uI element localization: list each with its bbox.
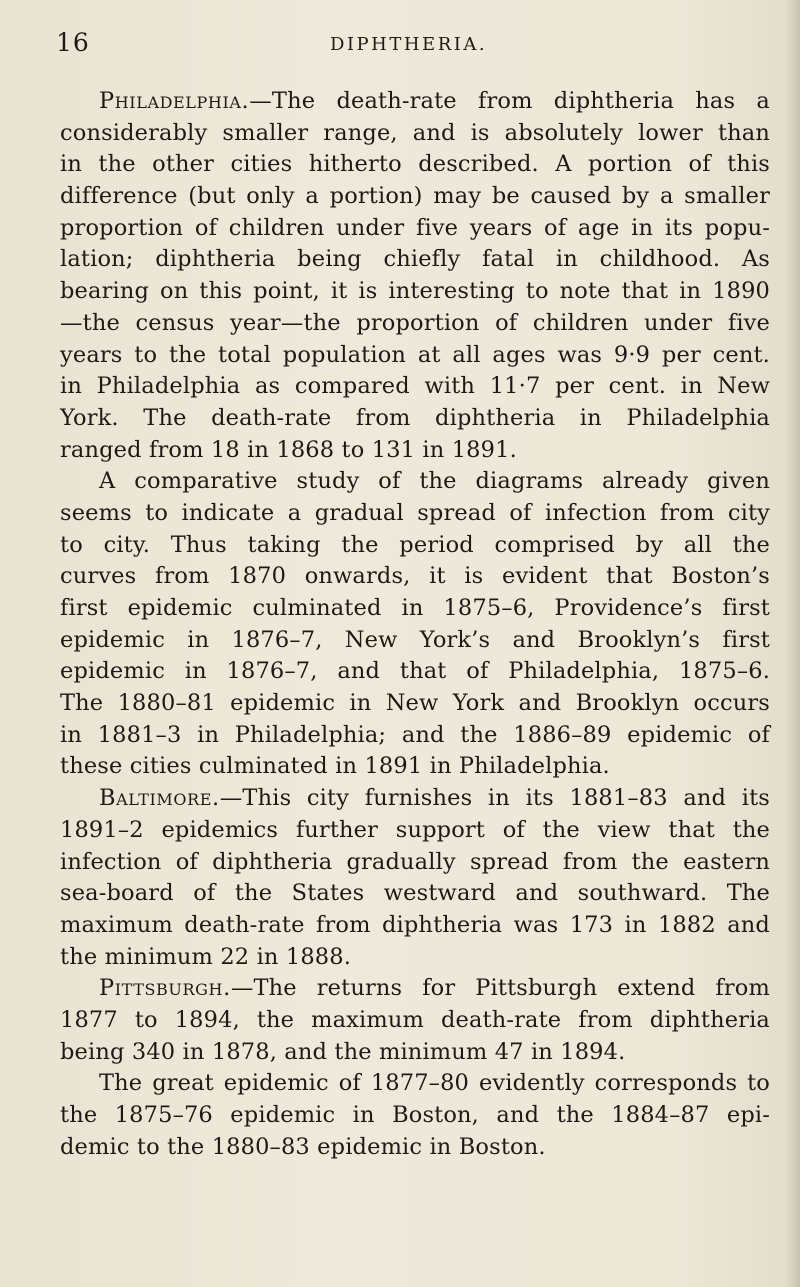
- line-text: to city. Thus taking the period comprised by all the: [60, 531, 770, 558]
- text-line: [60, 181, 770, 213]
- section-heading: Baltimore.: [99, 785, 220, 812]
- line-text: bearing on this point, it is interesting to note that in 1890: [60, 278, 770, 305]
- section-heading: Philadelphia.: [99, 88, 250, 114]
- line-text: lation; diphtheria being chiefly fatal in childhood. As: [60, 246, 770, 273]
- page-edge-shadow: [786, 0, 800, 1287]
- line-text: The 1880–81 epidemic in New York and Brooklyn occurs: [60, 690, 770, 717]
- text-line: [60, 815, 770, 847]
- text-line: [60, 86, 770, 118]
- text-line: [60, 942, 770, 974]
- line-text: sea-board of the States westward and southward. The: [60, 880, 770, 907]
- line-text: 1891–2 epidemics further support of the view that the: [60, 816, 770, 843]
- text-line: [60, 1100, 770, 1132]
- text-line: [60, 308, 770, 340]
- text-line: [60, 213, 770, 245]
- line-text: curves from 1870 onwards, it is evident that Boston’s: [60, 563, 770, 590]
- running-head: DIPHTHERIA.: [330, 34, 488, 55]
- line-text: in the other cities hitherto described. A portion of this: [60, 151, 770, 178]
- line-text: The great epidemic of 1877–80 evidently corresponds to: [99, 1070, 770, 1097]
- line-text: —the census year—the proportion of children under five: [60, 309, 770, 336]
- text-line: [60, 973, 770, 1005]
- line-text: first epidemic culminated in 1875–6, Providence’s first: [60, 595, 770, 621]
- line-text: epidemic in 1876–7, and that of Philadelphia, 1875–6.: [60, 658, 770, 685]
- page-number: 16: [56, 28, 90, 57]
- line-text: the minimum 22 in 1888.: [60, 943, 352, 970]
- paragraph: [60, 783, 770, 973]
- text-line: [60, 847, 770, 879]
- line-text: —The death-rate from diphtheria has a: [249, 88, 770, 114]
- text-line: [60, 783, 770, 815]
- section-heading: Pittsburgh.: [99, 975, 231, 1002]
- line-text: maximum death-rate from diphtheria was 173 in 1882 and: [60, 911, 770, 938]
- text-line: [60, 371, 770, 403]
- line-text: epidemic in 1876–7, New York’s and Brooklyn’s first: [60, 626, 770, 653]
- line-text: years to the total population at all ages was 9·9 per cent.: [60, 341, 770, 368]
- text-line: [60, 910, 770, 942]
- text-line: [60, 656, 770, 688]
- page-header: [0, 28, 800, 68]
- paragraph: [60, 86, 770, 466]
- text-line: [60, 466, 770, 498]
- line-text: being 340 in 1878, and the minimum 47 in 1894.: [60, 1038, 626, 1065]
- text-line: [60, 498, 770, 530]
- line-text: in Philadelphia as compared with 11·7 per cent. in New: [60, 373, 770, 400]
- line-text: 1877 to 1894, the maximum death-rate from diphtheria: [60, 1006, 770, 1033]
- text-line: [60, 340, 770, 372]
- text-line: [60, 561, 770, 593]
- line-text: York. The death-rate from diphtheria in Philadelphia: [60, 404, 770, 431]
- text-line: [60, 1068, 770, 1100]
- text-line: [60, 688, 770, 720]
- text-line: [60, 244, 770, 276]
- line-text: proportion of children under five years of age in its popu-: [60, 214, 770, 241]
- text-line: [60, 276, 770, 308]
- body-text: [60, 86, 770, 1163]
- line-text: infection of diphtheria gradually spread from the eastern: [60, 848, 770, 875]
- text-line: [60, 1005, 770, 1037]
- line-text: difference (but only a portion) may be caused by a smaller: [60, 183, 770, 210]
- line-text: these cities culminated in 1891 in Philadelphia.: [60, 753, 610, 780]
- line-text: A comparative study of the diagrams already given: [99, 468, 770, 495]
- paragraph: [60, 466, 770, 783]
- text-line: [60, 435, 770, 467]
- line-text: demic to the 1880–83 epidemic in Boston.: [60, 1133, 546, 1160]
- text-line: [60, 593, 770, 625]
- paragraph: [60, 973, 770, 1068]
- line-text: seems to indicate a gradual spread of infection from city: [60, 499, 770, 526]
- text-line: [60, 1037, 770, 1069]
- line-text: ranged from 18 in 1868 to 131 in 1891.: [60, 436, 517, 463]
- line-text: the 1875–76 epidemic in Boston, and the 1884–87 epi-: [60, 1102, 770, 1128]
- text-line: [60, 403, 770, 435]
- paragraph: [60, 1068, 770, 1163]
- line-text: —This city furnishes in its 1881–83 and its: [219, 785, 770, 812]
- text-line: [60, 1132, 770, 1164]
- text-line: [60, 751, 770, 783]
- text-line: [60, 530, 770, 562]
- text-line: [60, 118, 770, 150]
- line-text: —The returns for Pittsburgh extend from: [230, 975, 770, 1002]
- text-line: [60, 149, 770, 181]
- text-line: [60, 720, 770, 752]
- line-text: considerably smaller range, and is absolutely lower than: [60, 119, 770, 146]
- line-text: in 1881–3 in Philadelphia; and the 1886–89 epidemic of: [60, 721, 770, 748]
- text-line: [60, 625, 770, 657]
- text-line: [60, 878, 770, 910]
